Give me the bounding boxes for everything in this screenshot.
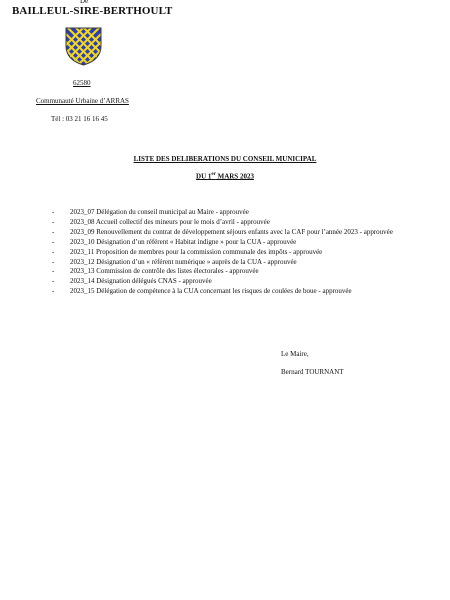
list-bullet: -	[52, 287, 55, 296]
list-bullet: -	[52, 257, 55, 266]
signature-name: Bernard TOURNANT	[281, 368, 344, 376]
list-bullet: -	[52, 247, 55, 256]
deliberation-item	[52, 208, 437, 218]
coat-of-arms-icon	[62, 24, 105, 67]
date-ordinal: er	[211, 172, 216, 177]
deliberation-text: 2023_09 Renouvellement du contrat de développement séjours enfants avec la CAF pour l’année 2023 - approuvée	[70, 227, 393, 236]
deliberation-text: 2023_13 Commission de contrôle des listes électorales - approuvée	[70, 267, 259, 276]
phone-number: Tél : 03 21 16 16 45	[51, 115, 108, 123]
list-bullet: -	[52, 208, 55, 216]
deliberation-text: 2023_14 Désignation délégués CNAS - approuvée	[70, 277, 212, 286]
deliberation-text: 2023_08 Accueil collectif des mineurs pour le mois d’avril - approuvée	[70, 217, 270, 226]
deliberation-item	[52, 277, 437, 287]
deliberation-item	[52, 248, 437, 258]
commune-name: BAILLEUL-SIRE-BERTHOULT	[12, 5, 173, 17]
deliberation-item	[52, 267, 437, 277]
deliberation-text: 2023_10 Désignation d’un référent « Habitat indigne » pour la CUA - approuvée	[70, 237, 297, 246]
deliberation-item	[52, 218, 437, 228]
deliberation-text: 2023_15 Délégation de compétence à la CUA concernant les risques de coulées de boue - approuvée	[70, 287, 352, 296]
postal-code: 62580	[73, 79, 91, 87]
header-prefix: De	[80, 0, 89, 5]
urban-community: Communauté Urbaine d’ARRAS	[36, 97, 129, 105]
deliberation-item	[52, 238, 437, 248]
list-bullet: -	[52, 277, 55, 286]
deliberation-item	[52, 287, 437, 297]
date-prefix: DU 1	[196, 172, 212, 181]
deliberation-item	[52, 258, 437, 268]
list-bullet: -	[52, 227, 55, 236]
document-date	[0, 172, 450, 180]
signature-title: Le Maire,	[281, 350, 309, 358]
deliberation-item	[52, 228, 437, 238]
list-bullet: -	[52, 217, 55, 226]
deliberation-text: 2023_12 Désignation d’un « référent numérique » auprès de la CUA - approuvée	[70, 257, 297, 266]
deliberation-text: 2023_11 Proposition de membres pour la commission communale des impôts - approuvée	[70, 247, 323, 256]
date-rest: MARS 2023	[215, 172, 254, 181]
deliberation-text: 2023_07 Délégation du conseil municipal au Maire - approuvée	[70, 208, 249, 216]
list-bullet: -	[52, 267, 55, 276]
deliberation-list	[52, 208, 437, 297]
list-bullet: -	[52, 237, 55, 246]
document-title: LISTE DES DELIBERATIONS DU CONSEIL MUNICIPAL	[133, 155, 317, 163]
